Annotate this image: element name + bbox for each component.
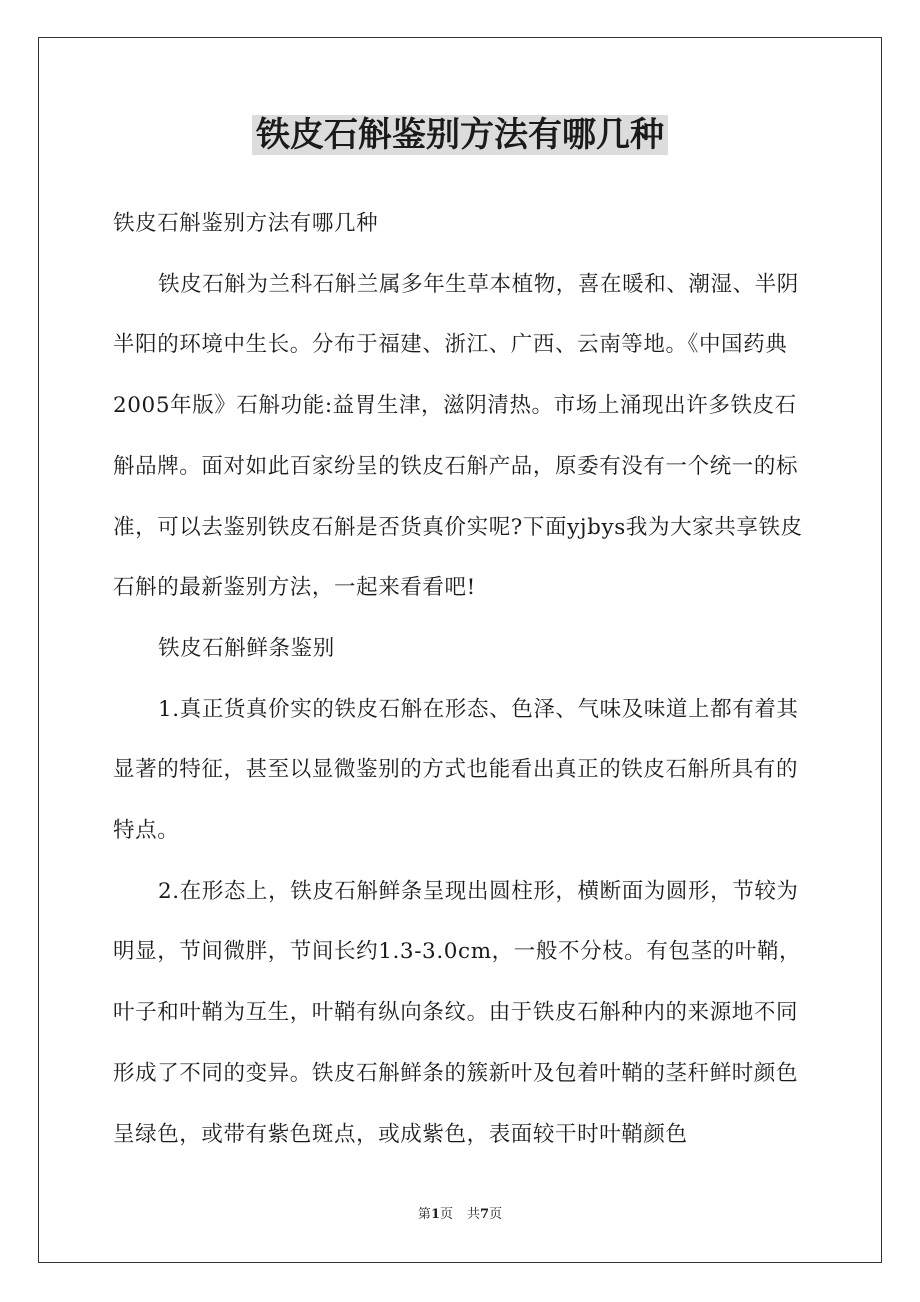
footer-page-total: 7 — [480, 1207, 490, 1222]
paragraph-intro: 铁皮石斛为兰科石斛兰属多年生草本植物，喜在暖和、潮湿、半阴半阳的环境中生长。分布于福建、浙江、广西、云南等地。《中国药典2005年版》石斛功能:益胃生津，滋阴清热。市场上涌现出许多铁皮石斛品牌。面对如此百家纷呈的铁皮石斛产品，原委有没有一个统一的标准，可以去鉴别铁皮石斛是否货真价实呢?下面yjbys我为大家共享铁皮石斛的最新鉴别方法，一起来看看吧! — [113, 271, 803, 601]
section-heading-fresh-stem: 铁皮石斛鲜条鉴别 — [158, 635, 335, 661]
page-footer — [0, 1206, 920, 1224]
footer-page-current: 1 — [430, 1207, 440, 1222]
document-body — [113, 194, 813, 1165]
footer-total-prefix: 共 — [467, 1207, 481, 1222]
footer-page-suffix: 页 — [439, 1207, 453, 1222]
page-title — [0, 112, 920, 158]
document-subtitle: 铁皮石斛鉴别方法有哪几种 — [113, 211, 379, 236]
page-title-text: 铁皮石斛鉴别方法有哪几种 — [252, 115, 668, 155]
footer-page-prefix: 第 — [417, 1207, 431, 1222]
footer-total-suffix: 页 — [489, 1207, 503, 1222]
paragraph-point-2: 2.在形态上，铁皮石斛鲜条呈现出圆柱形，横断面为圆形，节较为明显，节间微胖，节间长约1.3-3.0cm，一般不分枝。有包茎的叶鞘，叶子和叶鞘为互生，叶鞘有纵向条纹。由于铁皮石斛种内的来源地不同形成了不同的变异。铁皮石斛鲜条的簇新叶及包着叶鞘的茎秆鲜时颜色呈绿色，或带有紫色斑点，或成紫色，表面较干时叶鞘颜色 — [113, 878, 802, 1147]
paragraph-point-1: 1.真正货真价实的铁皮石斛在形态、色泽、气味及味道上都有着其显著的特征，甚至以显微鉴别的方式也能看出真正的铁皮石斛所具有的特点。 — [113, 696, 799, 844]
